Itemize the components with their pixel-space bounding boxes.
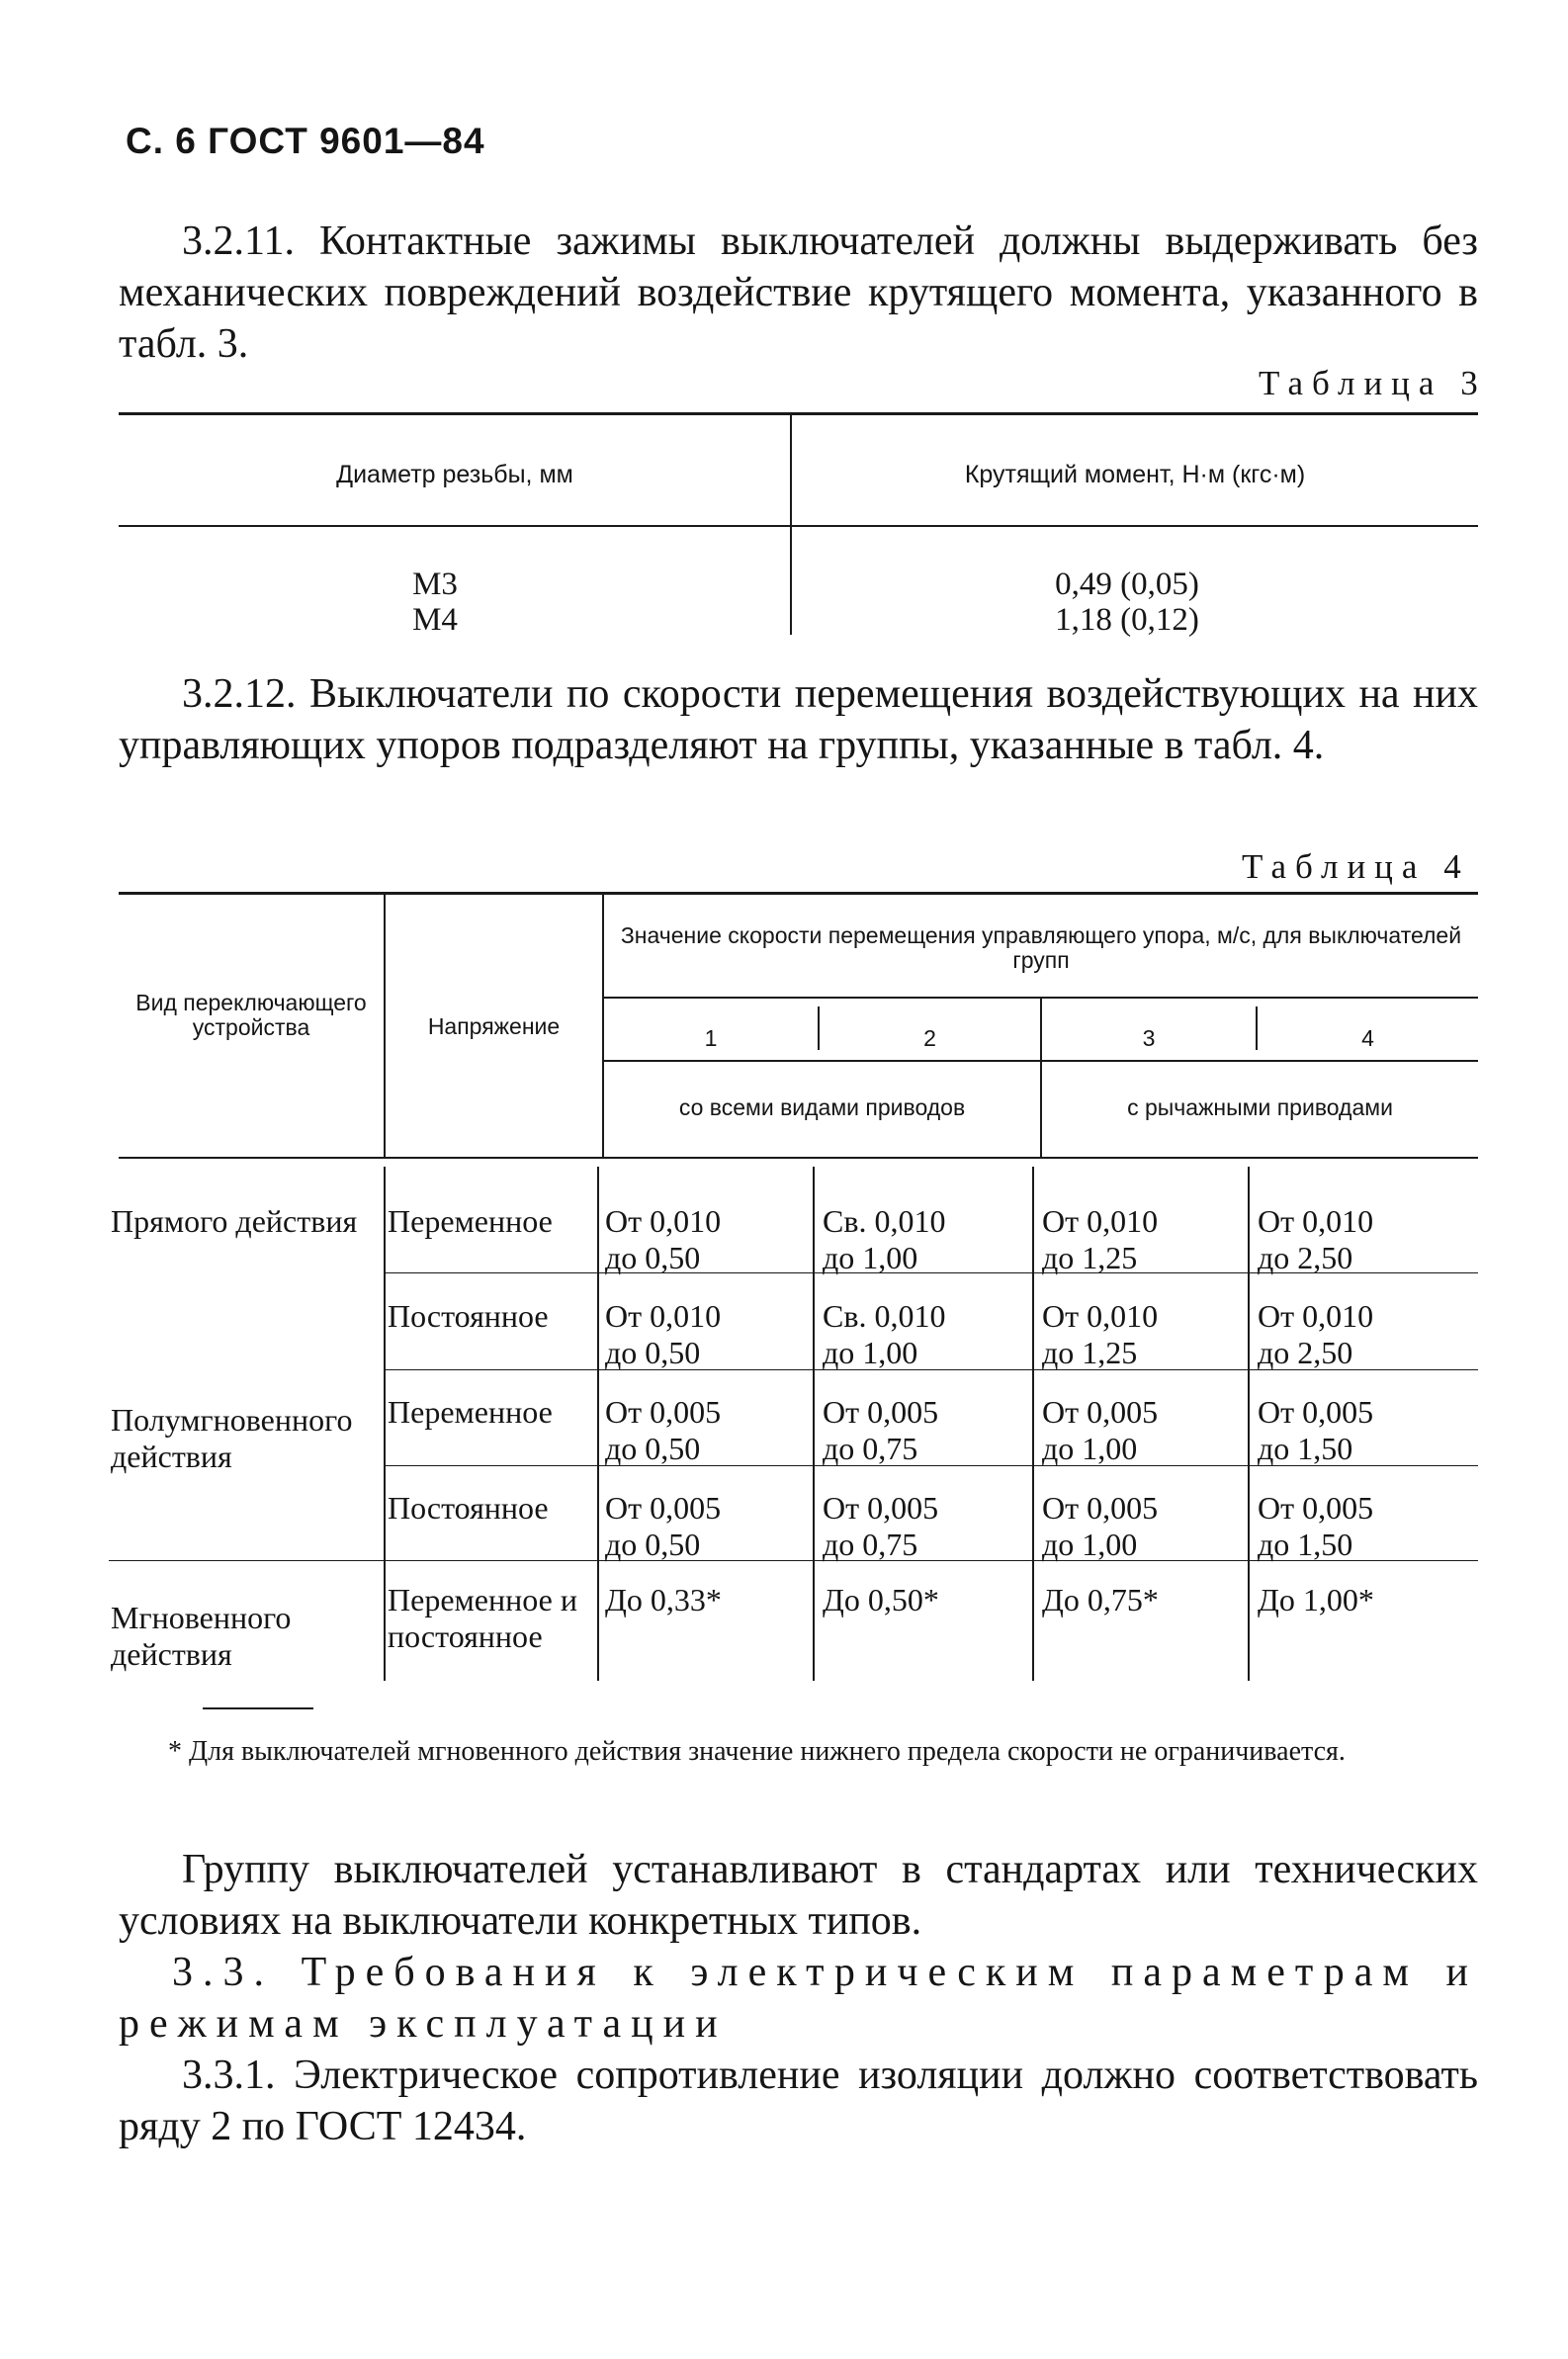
table4-caption: Таблица 4 xyxy=(1242,847,1470,886)
table4-value: От 0,010 до 2,50 xyxy=(1258,1203,1374,1275)
table4-value: От 0,010 до 0,50 xyxy=(605,1298,722,1370)
table4-divider xyxy=(597,1167,599,1681)
footnote-rule xyxy=(203,1707,313,1709)
table4-voltage: Переменное и постоянное xyxy=(388,1582,577,1654)
table4-type-direct: Прямого действия xyxy=(111,1203,358,1239)
table4-value: От 0,005 до 1,00 xyxy=(1042,1490,1159,1562)
table3-cell-torque: 0,49 (0,05) xyxy=(1055,567,1199,602)
table4-value: От 0,010 до 0,50 xyxy=(605,1203,722,1275)
table3-cell-torque: 1,18 (0,12) xyxy=(1055,602,1199,638)
table4-group-3: 3 xyxy=(1142,1025,1156,1051)
table3-header-diameter: Диаметр резьбы, мм xyxy=(336,461,573,488)
table4-value: Св. 0,010 до 1,00 xyxy=(823,1298,946,1370)
paragraph-3-3-1: 3.3.1. Электрическое сопротивление изоляции должно соответствовать ряду 2 по ГОСТ 12434. xyxy=(119,2053,1478,2149)
table3-cell-diameter: М4 xyxy=(412,602,458,638)
table4-voltage: Переменное xyxy=(388,1394,553,1430)
table4-value: Св. 0,010 до 1,00 xyxy=(823,1203,946,1275)
table3-top-rule xyxy=(119,412,1478,415)
table4-divider xyxy=(384,1167,386,1681)
table4-voltage: Постоянное xyxy=(388,1490,549,1526)
table4-value: От 0,005 до 1,50 xyxy=(1258,1490,1374,1562)
table4-footnote: * Для выключателей мгновенного действия значение нижнего предела скорости не ограничивается. xyxy=(168,1736,1346,1767)
table4-value: От 0,005 до 0,75 xyxy=(823,1490,939,1562)
table4-group-4: 4 xyxy=(1361,1025,1374,1051)
table4-value: До 0,75* xyxy=(1042,1582,1159,1617)
table4-divider xyxy=(813,1167,815,1681)
table4-divider xyxy=(1032,1167,1034,1681)
table4-value: От 0,005 до 1,50 xyxy=(1258,1394,1374,1466)
table4-group-2: 2 xyxy=(923,1025,936,1051)
table4-value: До 0,33* xyxy=(605,1582,722,1617)
table4-value: До 1,00* xyxy=(1258,1582,1374,1617)
table4-value: От 0,005 до 0,50 xyxy=(605,1394,722,1466)
page-header: С. 6 ГОСТ 9601—84 xyxy=(126,121,485,161)
table4-value: От 0,005 до 0,50 xyxy=(605,1490,722,1562)
table4-header-type: Вид переключающего устройства xyxy=(135,990,367,1040)
table4-type-instant: Мгновенного действия xyxy=(111,1600,292,1672)
table4-value: От 0,005 до 0,75 xyxy=(823,1394,939,1466)
table4-header-rule xyxy=(119,1157,1478,1159)
table4-value: От 0,010 до 1,25 xyxy=(1042,1298,1159,1370)
table4-voltage: Постоянное xyxy=(388,1298,549,1334)
table4-top-rule xyxy=(119,892,1478,895)
paragraph-3-2-12: 3.2.12. Выключатели по скорости перемещения воздействующих на них управляющих упоров подразделяют на группы, указанные в табл. 4. xyxy=(119,671,1478,768)
table3-header-rule xyxy=(119,525,1478,527)
table4-header-voltage: Напряжение xyxy=(427,1013,561,1039)
table3-header-torque: Крутящий момент, Н·м (кгс·м) xyxy=(964,461,1306,488)
table4-divider xyxy=(1040,999,1042,1157)
paragraph-3-2-11: 3.2.11. Контактные зажимы выключателей должны выдерживать без механических повреждений воздействие крутящего момента, указанного в табл. 3. xyxy=(119,218,1478,367)
table3-caption: Таблица 3 xyxy=(1259,364,1487,402)
table4-drives-all: со всеми видами приводов xyxy=(678,1094,966,1120)
table4-value: От 0,010 до 1,25 xyxy=(1042,1203,1159,1275)
table4-header-speed: Значение скорости перемещения управляющего упора, м/с, для выключателей групп xyxy=(620,922,1462,973)
table3-cell-diameter: М3 xyxy=(412,567,458,602)
table4-value: От 0,005 до 1,00 xyxy=(1042,1394,1159,1466)
heading-3-3: 3.3. Требования к электрическим параметрам и режимам эксплуатации xyxy=(119,1950,1478,2047)
table4-divider xyxy=(1248,1167,1250,1681)
table4-group-1: 1 xyxy=(704,1025,718,1051)
table4-drives-lever: с рычажными приводами xyxy=(1127,1094,1393,1120)
table4-voltage: Переменное xyxy=(388,1203,553,1239)
table4-value: До 0,50* xyxy=(823,1582,939,1617)
table4-value: От 0,010 до 2,50 xyxy=(1258,1298,1374,1370)
paragraph-group: Группу выключателей устанавливают в стандартах или технических условиях на выключатели конкретных типов. xyxy=(119,1847,1478,1944)
table4-type-semi-instant: Полумгновенного действия xyxy=(111,1402,353,1474)
